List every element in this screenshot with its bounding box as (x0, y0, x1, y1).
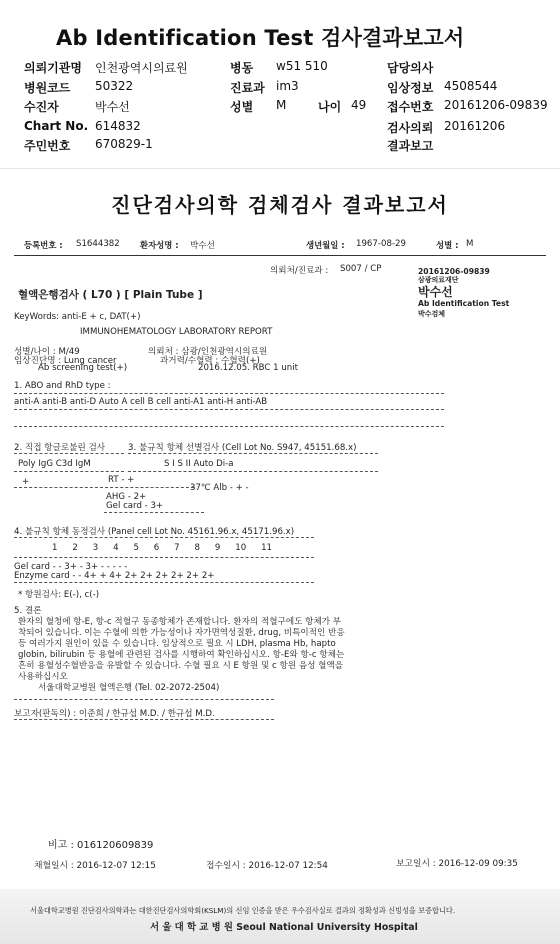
dept-value: S007 / CP (340, 264, 382, 274)
divider (14, 255, 546, 256)
value-age: 49 (351, 98, 367, 112)
abo-columns: anti-A anti-B anti-D Auto A cell B cell anti-A1 anti-H anti-AB (14, 397, 268, 407)
section-2-title: 2. 직접 항글로불린 검사 (14, 443, 106, 453)
history: 과거력/수혈력 : 수혈력(+) (160, 356, 260, 366)
panel-number: 4 (113, 543, 119, 553)
divider (14, 719, 274, 720)
section-5-title: 5. 결론 (14, 606, 42, 616)
report-header (0, 0, 560, 160)
specimen-label-sample: 박수검체 (418, 310, 446, 318)
reg-number: S1644382 (76, 239, 120, 249)
sex-value: M (466, 239, 474, 249)
section-4-title: 4. 불규칙 항체 동정검사 (Panel cell Lot No. 45161.96.x, 45171.96.x) (14, 527, 295, 537)
label-doctor: 담당의사 (387, 61, 434, 75)
label-sex: 성별 (230, 100, 254, 114)
conclusion-text: 환자의 혈청에 항-E, 항-c 적혈구 동종항체가 존재합니다. 환자의 적혈구에도 항체가 부착되어 있습니다. 이는 수혈에 의한 가능성이나 자가면역성질환, drug, 비특이적인 반응 등 여러가지 원인이 있을 수 있습니다. 임상적으로 필요 시 LDH, plasma Hb, hapto globin, bilirubin 등 용혈에 관련된 검사를 시행하여 확인하십시오. 항-E와 항-c 항체는 흔히 용혈성수혈반응을 유발할 수 있습니다. 수혈 필요 시 E 항원 및 c 항원 음성 혈액을 사용하십시오 (18, 617, 345, 682)
label-age: 나이 (318, 100, 342, 114)
value-request-date: 20161206 (444, 119, 506, 133)
label-ward: 병동 (230, 61, 254, 75)
enzyme-card-row: Enzyme card - - 4+ + 4+ 2+ 2+ 2+ 2+ 2+ 2+ (14, 571, 215, 581)
screen-columns: S I S II Auto Di-a (164, 459, 234, 469)
divider (128, 453, 378, 454)
panel-number: 5 (133, 543, 139, 553)
panel-number: 1 (52, 543, 58, 553)
panel-number: 8 (194, 543, 200, 553)
ab-screen: Ab screening test(+) (38, 363, 128, 373)
label-institution: 의뢰기관명 (24, 61, 82, 75)
rt-row: RT - + (108, 475, 135, 485)
value-institution: 인천광역시의료원 (95, 61, 188, 75)
panel-number: 10 (235, 543, 247, 553)
sex-label: 성별 : (436, 240, 459, 250)
hospital-line: 서울대학교병원 혈액은행 (Tel. 02-2072-2504) (38, 683, 220, 693)
ahg-row: AHG - 2+ (106, 492, 147, 502)
antigen-test: * 항원검사: E(-), c(-) (18, 590, 100, 600)
value-resident-no: 670829-1 (95, 137, 153, 151)
dob-value: 1967-08-29 (356, 239, 406, 249)
divider (14, 426, 444, 427)
gel-card-row: Gel card - - 3+ - 3+ - - - - - (14, 562, 128, 572)
panel-numbers (52, 543, 272, 555)
section-3-title: 3. 불규칙 항체 선별검사 (Cell Lot No. S947, 45151.68.x) (128, 443, 357, 453)
transfusion: 2016.12.05. RBC 1 unit (198, 363, 298, 373)
panel-number: 3 (92, 543, 99, 553)
referral: 의뢰처 : 삼광/인천광역시의료원 (148, 347, 268, 357)
value-sex: M (276, 98, 287, 112)
divider (14, 393, 444, 394)
test-name: 혈액은행검사 ( L70 ) [ Plain Tube ] (18, 289, 203, 301)
value-hospital-code: 50322 (95, 79, 134, 93)
label-clinical-info: 임상정보 (387, 81, 434, 95)
footer-note: 서울대학교병원 진단검사의학과는 대한진단검사의학회(KSLM)의 신임 인증을 받은 우수검사실로 결과의 정확성과 신빙성을 보증합니다. (30, 906, 456, 915)
reporter: 보고자(판독의) : 이준희 / 한규섭 M.D. / 한규섭 M.D. (14, 709, 215, 719)
collection-time: 채혈일시 : 2016-12-07 12:15 (34, 861, 156, 871)
label-dept: 진료과 (230, 81, 265, 95)
dat-columns: Poly IgG C3d IgM (18, 459, 91, 469)
value-receipt-no: 20161206-09839 (444, 98, 548, 112)
divider (14, 453, 124, 454)
divider (14, 699, 274, 700)
specimen-label-test: Ab Identification Test (418, 299, 510, 308)
value-chart-no: 614832 (95, 119, 141, 133)
divider (104, 512, 204, 513)
panel-number: 2 (72, 543, 78, 553)
value-dept: im3 (276, 79, 299, 93)
patient-name-label: 환자성명 : (140, 240, 179, 250)
report-sheet (0, 168, 560, 944)
value-patient: 박수선 (95, 100, 130, 114)
clinical-diagnosis: 임상진단명 : Lung cancer (14, 356, 117, 366)
dept-label: 의뢰처/진료과 : (270, 266, 329, 276)
report-time: 보고일시 : 2016-12-09 09:35 (396, 859, 518, 869)
report-title: 진단검사의학 검체검사 결과보고서 (111, 193, 449, 217)
value-clinical-info: 4508544 (444, 79, 498, 93)
divider (128, 471, 378, 472)
value-ward: w51 510 (276, 59, 328, 73)
keywords: KeyWords: anti-E + c, DAT(+) (14, 312, 141, 322)
dat-values: + (22, 477, 30, 487)
panel-number: 7 (174, 543, 180, 553)
panel-number: 11 (261, 543, 272, 553)
divider (14, 471, 124, 472)
label-result-report: 결과보고 (387, 139, 434, 153)
gel-row: Gel card - 3+ (106, 501, 164, 511)
panel-number: 9 (214, 543, 221, 553)
specimen-label-org: 삼광의료재단 (418, 276, 459, 284)
receipt-time: 접수일시 : 2016-12-07 12:54 (206, 861, 328, 871)
divider (14, 487, 194, 488)
divider (14, 557, 314, 558)
panel-number: 6 (153, 543, 160, 553)
footer-hospital: 서 울 대 학 교 병 원 Seoul National University Hospital (150, 922, 418, 933)
divider (14, 409, 444, 410)
label-receipt-no: 접수번호 (387, 100, 434, 114)
label-hospital-code: 병원코드 (24, 81, 71, 95)
lab-report-title: IMMUNOHEMATOLOGY LABORATORY REPORT (80, 327, 273, 337)
patient-name: 박수선 (190, 241, 215, 251)
divider (14, 582, 314, 583)
alb-row: 37℃ Alb - + - (190, 483, 249, 493)
specimen-label-name: 박수선 (418, 285, 453, 299)
footer-band (0, 889, 560, 944)
label-chart-no: Chart No. (24, 119, 89, 133)
remarks: 비고 : 016120609839 (48, 840, 154, 851)
label-patient: 수진자 (24, 100, 59, 114)
dob-label: 생년월일 : (306, 240, 345, 250)
section-1-title: 1. ABO and RhD type : (14, 381, 111, 391)
sex-age: 성별/나이 : M/49 (14, 347, 80, 357)
reg-label: 등록번호 : (24, 240, 63, 250)
header-title: Ab Identification Test 검사결과보고서 (56, 26, 465, 50)
specimen-label-number: 20161206-09839 (418, 267, 490, 276)
divider (14, 537, 314, 538)
label-resident-no: 주민번호 (24, 139, 71, 153)
label-request-date: 검사의뢰 (387, 121, 434, 135)
